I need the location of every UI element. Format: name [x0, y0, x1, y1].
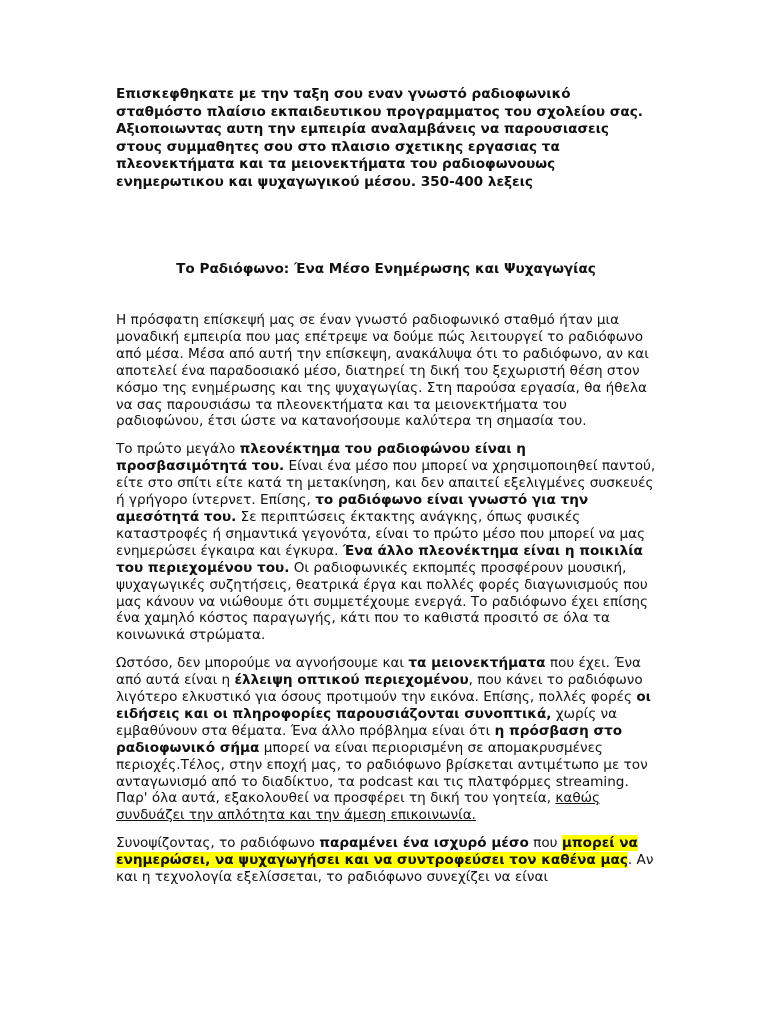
paragraph-advantages — [116, 441, 656, 644]
bold-run: η πρόσβαση στο ραδιοφωνικό σήμα — [116, 722, 623, 756]
text-run: Είναι ένα μέσο που μπορεί να χρησιμοποιηθεί παντού, είτε στο σπίτι είτε κατά τη μετακίνηση, και δεν απαιτεί εξελιγμένες συσκευές ή γρήγορο ίντερνετ. Επίσης, — [116, 458, 656, 509]
highlighted-bold-run: μπορεί να ενημερώσει, να ψυχαγωγήσει και να συντροφεύσει τον καθένα μας — [116, 835, 638, 869]
text-run: μπορεί να είναι περιορισμένη σε απομακρυσμένες περιοχές.Τέλος, στην εποχή μας, το ραδιόφωνο βρίσκεται αντιμέτωπο με τον ανταγωνισμό από το διαδίκτυο, τα podcast και τις πλατφόρμες streaming. Παρ' όλα αυτά, εξακολουθεί να προσφέρει τη δική του γοητεία, — [116, 739, 648, 807]
bold-run: τα μειονεκτήματα — [408, 655, 546, 672]
text-run: Το πρώτο μεγάλο — [116, 441, 240, 458]
bold-run: οι ειδήσεις και οι πληροφορίες παρουσιάζονται συνοπτικά, — [116, 689, 651, 722]
text-run: Η πρόσφατη επίσκεψή μας σε έναν γνωστό ραδιοφωνικό σταθμό ήταν μια μοναδική εμπειρία που μας επέτρεψε να δούμε πώς λειτουργεί το ραδιόφωνο από μέσα. Μέσα από αυτή την επίσκεψη, ανακάλυψα ότι το ραδιόφωνο, αν και αποτελεί ένα παραδοσιακό μέσο, διατηρεί τη δική του ξεχωριστή θέση στον κόσμο της ενημέρωσης και της ψυχαγωγίας. Στη παρούσα εργασία, θα ήθελα να σας παρουσιάσω τα πλεονεκτήματα και τα μειονεκτήματα του ραδιοφώνου, έτσι ώστε να κατανοήσουμε καλύτερα τη σημασία του. — [116, 312, 649, 430]
text-run: Οι ραδιοφωνικές εκπομπές προσφέρουν μουσική, ψυχαγωγικές συζητήσεις, θεατρικά έργα και πολλές φορές διαγωνισμούς που μας κάνουν να νιώθουμε ότι συμμετέχουμε ενεργά. Το ραδιόφωνο έχει επίσης ένα χαμηλό κόστος παραγωγής, κάτι που το καθιστά προσιτό σε όλα τα κοινωνικά στρώματα. — [116, 559, 648, 644]
text-run: , που κάνει το ραδιόφωνο λιγότερο ελκυστικό για όσους προτιμούν την εικόνα. Επίσης, πολλές φορές — [116, 672, 643, 706]
bold-run: έλλειψη οπτικού περιεχομένου — [234, 672, 469, 689]
bold-run: το ραδιόφωνο είναι γνωστό για την αμεσότητά του. — [116, 492, 589, 525]
paragraph-introduction — [116, 312, 656, 430]
paragraph-conclusion — [116, 835, 656, 886]
assignment-prompt: Επισκεφθηκατε με την ταξη σου εναν γνωστό ραδιοφωνικό σταθμόστο πλαίσιο εκπαιδευτικου προγραμματος του σχολείου σας. Αξιοποιωντας αυτη την εμπειρία αναλαμβάνεις να παρουσιασεις στους συμμαθητες σου στο πλαισιο σχετικης εργασιας τα πλεονεκτήματα και τα μειονεκτήματα του ραδιοφωνουως ενημερωτικου και ψυχαγωγικού μέσου. 350-400 λεξεις — [116, 86, 643, 190]
bold-run: πλεονέκτημα του ραδιοφώνου είναι η προσβασιμότητά του. — [116, 441, 526, 475]
text-run: που έχει. Ένα από αυτά είναι η — [116, 655, 642, 689]
text-run: που — [528, 835, 562, 852]
text-run: Ωστόσο, δεν μπορούμε να αγνοήσουμε και — [116, 655, 409, 672]
bold-run: Ένα άλλο πλεονέκτημα είναι η ποικιλία του περιεχομένου του. — [116, 542, 643, 576]
underlined-run: καθώς συνδυάζει την απλότητα και την άμεση επικοινωνία. — [116, 790, 601, 824]
text-run: Σε περιπτώσεις έκτακτης ανάγκης, όπως φυσικές καταστροφές ή σημαντικά γεγονότα, είναι το πρώτο μέσο που μπορεί να μας ενημερώσει έγκαιρα και έγκυρα. — [116, 508, 646, 559]
essay-title: Το Ραδιόφωνο: Ένα Μέσο Ενημέρωσης και Ψυχαγωγίας — [176, 261, 596, 277]
text-run: . Αν και η τεχνολογία εξελίσσεται, το ραδιόφωνο συνεχίζει να είναι — [116, 852, 654, 886]
text-run: Συνοψίζοντας, το ραδιόφωνο — [116, 835, 320, 852]
bold-run: παραμένει ένα ισχυρό μέσο — [319, 835, 529, 852]
text-run: χωρίς να εμβαθύνουν στα θέματα. Ένα άλλο πρόβλημα είναι ότι — [116, 705, 618, 739]
paragraph-disadvantages — [116, 655, 656, 824]
